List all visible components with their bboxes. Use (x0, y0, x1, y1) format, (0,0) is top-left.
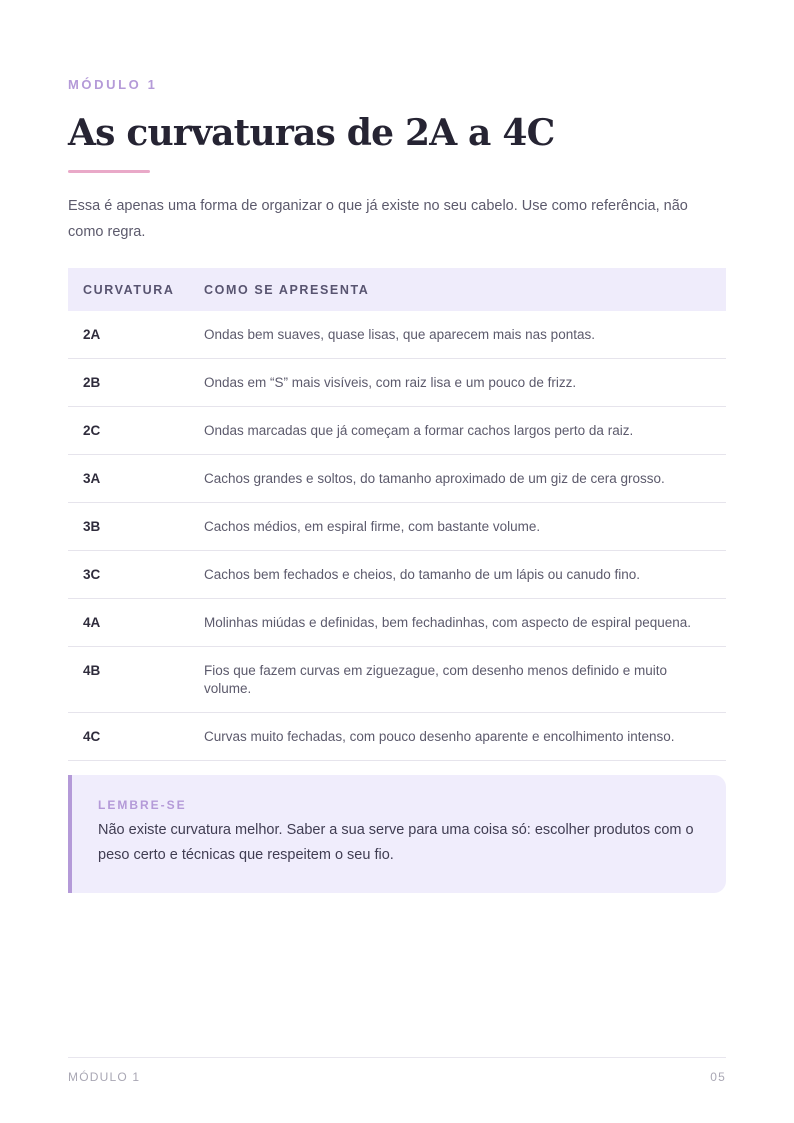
curvature-code: 3C (68, 551, 189, 599)
table-row (68, 359, 726, 407)
table-row (68, 713, 726, 761)
page-title: As curvaturas de 2A a 4C (68, 112, 555, 154)
callout-label: LEMBRE-SE (98, 798, 187, 812)
curvature-table (68, 268, 726, 761)
curvature-description: Cachos grandes e soltos, do tamanho aproximado de um giz de cera grosso. (189, 455, 726, 503)
table-row (68, 407, 726, 455)
curvature-code: 2A (68, 311, 189, 359)
curvature-code: 4C (68, 713, 189, 761)
title-underline (68, 170, 150, 173)
callout-text: Não existe curvatura melhor. Saber a sua serve para uma coisa só: escolher produtos com o peso certo e técnicas que respeitem o seu fio. (98, 822, 694, 863)
curvature-description: Curvas muito fechadas, com pouco desenho aparente e encolhimento intenso. (189, 713, 726, 761)
table-header-row (68, 268, 726, 311)
page-number: 05 (710, 1070, 726, 1084)
footer-module-label: MÓDULO 1 (68, 1070, 141, 1084)
curvature-code: 4B (68, 647, 189, 713)
intro-paragraph: Essa é apenas uma forma de organizar o que já existe no seu cabelo. Use como referência, não como regra. (68, 198, 688, 240)
curvature-code: 3A (68, 455, 189, 503)
curvature-description: Ondas em “S” mais visíveis, com raiz lisa e um pouco de frizz. (189, 359, 726, 407)
curvature-description: Molinhas miúdas e definidas, bem fechadinhas, com aspecto de espiral pequena. (189, 599, 726, 647)
table-row (68, 599, 726, 647)
table-row (68, 503, 726, 551)
module-eyebrow: MÓDULO 1 (68, 77, 158, 92)
curvature-code: 3B (68, 503, 189, 551)
curvature-description: Cachos bem fechados e cheios, do tamanho de um lápis ou canudo fino. (189, 551, 726, 599)
reminder-callout (68, 775, 726, 893)
curvature-description: Ondas bem suaves, quase lisas, que aparecem mais nas pontas. (189, 311, 726, 359)
curvature-code: 2C (68, 407, 189, 455)
footer-divider (68, 1057, 726, 1058)
curvature-description: Ondas marcadas que já começam a formar cachos largos perto da raiz. (189, 407, 726, 455)
table-row (68, 647, 726, 713)
column-header-curvature: CURVATURA (68, 268, 189, 311)
curvature-description: Fios que fazem curvas em ziguezague, com desenho menos definido e muito volume. (189, 647, 726, 713)
curvature-description: Cachos médios, em espiral firme, com bastante volume. (189, 503, 726, 551)
table-row (68, 455, 726, 503)
table-row (68, 551, 726, 599)
table-row (68, 311, 726, 359)
curvature-code: 4A (68, 599, 189, 647)
column-header-description: COMO SE APRESENTA (189, 268, 726, 311)
curvature-code: 2B (68, 359, 189, 407)
